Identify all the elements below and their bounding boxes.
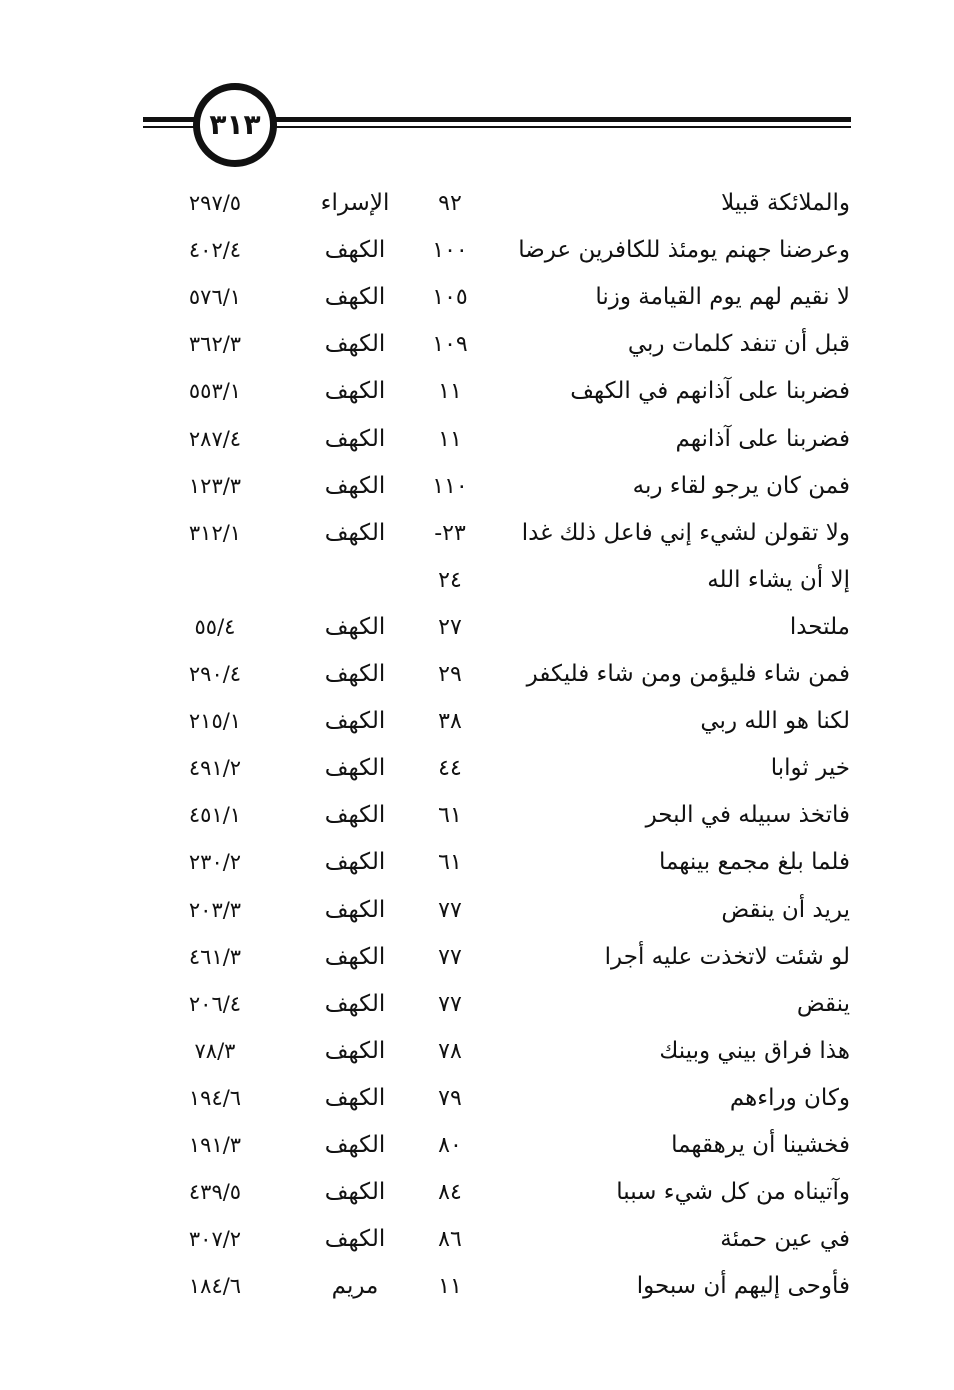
- table-row: [0, 887, 954, 934]
- verse-number: ١٠٥: [432, 285, 468, 310]
- verse-number: ١٠٠: [432, 238, 468, 263]
- page-number: ٣١٣: [209, 108, 261, 141]
- verse-number: ١٠٩: [432, 332, 468, 357]
- verse-number: ٨٤: [438, 1180, 462, 1205]
- quran-phrase: لكنا هو الله ربي: [700, 708, 850, 734]
- table-row: [0, 274, 954, 321]
- volume-page-ref: ٥٧٦/١: [188, 285, 242, 309]
- volume-page-ref: ٤٩١/٢: [188, 756, 242, 780]
- verse-number: ١١: [438, 427, 462, 452]
- quran-phrase: قبل أن تنفد كلمات ربي: [627, 331, 850, 357]
- volume-page-ref: ١٨٤/٦: [188, 1274, 242, 1298]
- volume-page-ref: [165, 557, 265, 604]
- volume-page-ref: ٧٨/٣: [194, 1039, 236, 1063]
- table-row: [0, 1075, 954, 1122]
- volume-page-ref: ٢٠٦/٤: [188, 992, 242, 1016]
- table-row: [0, 180, 954, 227]
- surah-name: الكهف: [324, 473, 386, 499]
- table-row: [0, 1263, 954, 1310]
- volume-page-ref: ٢٩٧/٥: [188, 191, 242, 215]
- verse-number: ١١٠: [432, 474, 468, 499]
- table-row: [0, 934, 954, 981]
- table-row: [0, 651, 954, 698]
- verse-number: ١١: [438, 1274, 462, 1299]
- verse-number: ٢٩: [438, 662, 462, 687]
- surah-name: الإسراء: [320, 190, 390, 216]
- table-row: [0, 510, 954, 557]
- surah-name: الكهف: [324, 849, 386, 875]
- quran-phrase: هذا فراق بيني وبينك: [659, 1038, 850, 1064]
- volume-page-ref: ١٢٣/٣: [188, 474, 242, 498]
- page-number-badge: [193, 83, 277, 167]
- table-row: [0, 463, 954, 510]
- surah-name: الكهف: [324, 331, 386, 357]
- table-row: [0, 745, 954, 792]
- table-row: [0, 981, 954, 1028]
- quran-phrase: وكان وراءهم: [729, 1085, 850, 1111]
- quran-phrase: والملائكة قبيلا: [721, 190, 850, 216]
- quran-phrase: فضربنا على آذانهم: [675, 426, 850, 452]
- volume-page-ref: ٤٣٩/٥: [188, 1180, 242, 1204]
- quran-phrase: لا نقيم لهم يوم القيامة وزنا: [595, 284, 850, 310]
- quran-phrase: ينقض: [796, 991, 850, 1017]
- verse-number: ١١: [438, 379, 462, 404]
- volume-page-ref: ٤٥١/١: [188, 803, 242, 827]
- quran-phrase: خير ثوابا: [770, 755, 850, 781]
- table-row: [0, 1028, 954, 1075]
- surah-name: الكهف: [324, 1132, 386, 1158]
- volume-page-ref: ٣٠٧/٢: [188, 1227, 242, 1251]
- volume-page-ref: ١٩٤/٦: [188, 1086, 242, 1110]
- table-row: [0, 416, 954, 463]
- quran-phrase: ملتحدا: [789, 614, 850, 640]
- quran-phrase: فاتخذ سبيله في البحر: [645, 802, 850, 828]
- surah-name: الكهف: [324, 378, 386, 404]
- verse-number: ٩٢: [438, 191, 462, 216]
- volume-page-ref: ٥٥٣/١: [188, 379, 242, 403]
- surah-name: الكهف: [324, 614, 386, 640]
- surah-name: الكهف: [324, 661, 386, 687]
- verse-number: ٦١: [438, 850, 462, 875]
- quran-phrase: فمن كان يرجو لقاء ربه: [632, 473, 850, 499]
- surah-name: [300, 557, 410, 604]
- volume-page-ref: ٢٣٠/٢: [188, 850, 242, 874]
- quran-phrase: إلا أن يشاء الله: [707, 567, 850, 593]
- surah-name: الكهف: [324, 755, 386, 781]
- verse-number: ٧٧: [438, 898, 462, 923]
- table-row: [0, 1216, 954, 1263]
- volume-page-ref: ٢٩٠/٤: [188, 662, 242, 686]
- volume-page-ref: ٤٠٢/٤: [188, 238, 242, 262]
- volume-page-ref: ٣٦٢/٣: [188, 332, 242, 356]
- quran-phrase: ولا تقولن لشيء إني فاعل ذلك غدا: [521, 520, 850, 546]
- quran-phrase: وعرضنا جهنم يومئذ للكافرين عرضا: [518, 237, 850, 263]
- surah-name: الكهف: [324, 1226, 386, 1252]
- table-row: [0, 321, 954, 368]
- volume-page-ref: ٢٨٧/٤: [188, 427, 242, 451]
- verse-number: ٧٨: [438, 1039, 462, 1064]
- verse-number: ٨٦: [438, 1227, 462, 1252]
- verse-number: ٢٤: [438, 568, 462, 593]
- surah-name: الكهف: [324, 1179, 386, 1205]
- verse-number: ٢٣-: [434, 521, 466, 546]
- table-row: [0, 1122, 954, 1169]
- surah-name: الكهف: [324, 708, 386, 734]
- surah-name: الكهف: [324, 237, 386, 263]
- volume-page-ref: ٣١٢/١: [188, 521, 242, 545]
- verse-number: ٨٠: [438, 1133, 462, 1158]
- surah-name: الكهف: [324, 520, 386, 546]
- surah-name: مريم: [331, 1273, 379, 1299]
- verse-number: ٦١: [438, 803, 462, 828]
- table-row: [0, 227, 954, 274]
- surah-name: الكهف: [324, 426, 386, 452]
- quran-phrase: فأوحى إليهم أن سبحوا: [636, 1273, 850, 1299]
- quran-phrase: يريد أن ينقض: [721, 897, 850, 923]
- surah-name: الكهف: [324, 284, 386, 310]
- surah-name: الكهف: [324, 944, 386, 970]
- surah-name: الكهف: [324, 1038, 386, 1064]
- verse-number: ٤٤: [438, 756, 462, 781]
- table-row: [0, 557, 954, 604]
- verse-number: ٧٩: [438, 1086, 462, 1111]
- quran-phrase: وآتيناه من كل شيء سببا: [616, 1179, 850, 1205]
- volume-page-ref: ٤٦١/٣: [188, 945, 242, 969]
- table-row: [0, 839, 954, 886]
- verse-number: ٣٨: [438, 709, 462, 734]
- verse-number: ٧٧: [438, 945, 462, 970]
- surah-name: الكهف: [324, 1085, 386, 1111]
- quran-phrase: في عين حمئة: [720, 1226, 850, 1252]
- table-row: [0, 698, 954, 745]
- table-row: [0, 368, 954, 415]
- surah-name: الكهف: [324, 897, 386, 923]
- quran-phrase: فضربنا على آذانهم في الكهف: [570, 378, 850, 404]
- table-row: [0, 604, 954, 651]
- surah-name: الكهف: [324, 991, 386, 1017]
- verse-number: ٧٧: [438, 992, 462, 1017]
- table-row: [0, 792, 954, 839]
- quran-phrase: فلما بلغ مجمع بينهما: [659, 849, 850, 875]
- table-row: [0, 1169, 954, 1216]
- quran-phrase: فمن شاء فليؤمن ومن شاء فليكفر: [526, 661, 850, 687]
- quran-phrase: لو شئت لاتخذت عليه أجرا: [604, 944, 850, 970]
- surah-name: الكهف: [324, 802, 386, 828]
- volume-page-ref: ٢٠٣/٣: [188, 898, 242, 922]
- verse-number: ٢٧: [438, 615, 462, 640]
- volume-page-ref: ٢١٥/١: [188, 709, 242, 733]
- volume-page-ref: ٥٥/٤: [194, 615, 236, 639]
- quran-phrase: فخشينا أن يرهقهما: [671, 1132, 850, 1158]
- volume-page-ref: ١٩١/٣: [188, 1133, 242, 1157]
